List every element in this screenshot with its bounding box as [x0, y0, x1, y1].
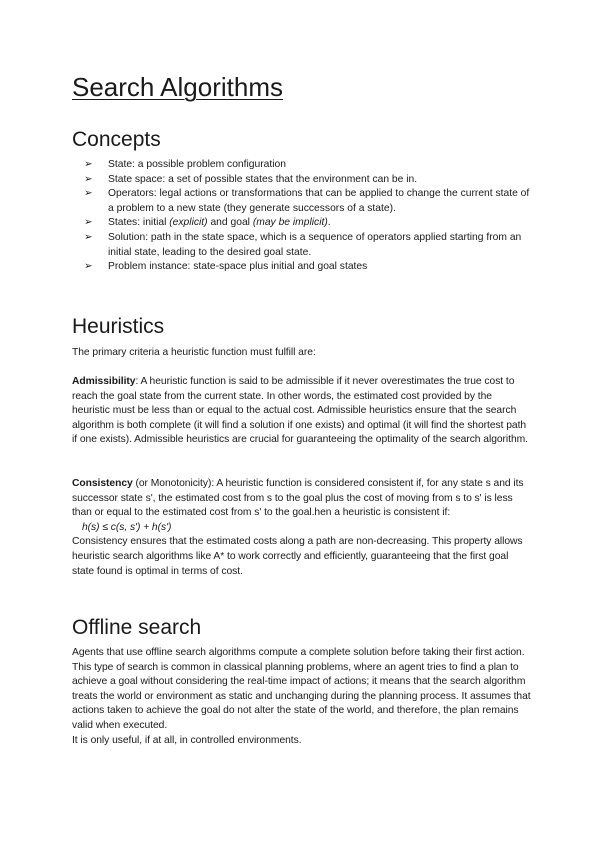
- arrow-bullet-icon: ➢: [84, 261, 93, 273]
- page-title: Search Algorithms: [72, 72, 283, 102]
- list-item: ➢ States: initial (explicit) and goal (may be implicit).: [84, 216, 534, 231]
- list-item: ➢ State: a possible problem configuration: [84, 158, 534, 173]
- consistency-term: Consistency: [72, 478, 133, 489]
- arrow-bullet-icon: ➢: [84, 188, 93, 200]
- arrow-bullet-icon: ➢: [84, 173, 93, 185]
- list-item: ➢ State space: a set of possible states that the environment can be in.: [84, 173, 534, 188]
- list-item: ➢ Operators: legal actions or transformations that can be applied to change the current state of a problem to a new state (they generate successors of a state).: [84, 188, 530, 214]
- heuristics-intro: The primary criteria a heuristic function must fulfill are:: [72, 347, 316, 358]
- admissibility-paragraph: Admissibility: A heuristic function is said to be admissible if it never overestimates the true cost to reach the goal state from the current state. In other words, the estimated cost provided by the heuristic must be less than or equal to the actual cost. Admissible heuristics ensure that the search algorithm is both complete (it will find a solution if one exists) and optimal (it will find the shortest path if one exists). Admissible heuristics are crucial for guaranteeing the optimality of the search algorithm.: [72, 376, 528, 446]
- admissibility-term: Admissibility: [72, 376, 136, 387]
- arrow-bullet-icon: ➢: [84, 217, 93, 229]
- consistency-paragraph: Consistency (or Monotonicity): A heuristic function is considered consistent if, for any state s and its successor state s', the estimated cost from s to the goal plus the cost of moving from s to s' is less than or equal to the estimated cost from s' to the goal.hen a heuristic is consistent if: h(s) ≤ c(s, s') + h(s') Consistency ensures that the estimated costs along a path are non-decreasing. This property allows heuristic search algorithms like A* to work correctly and efficiently, guaranteeing that the first goal state found is optimal in terms of cost.: [72, 477, 532, 579]
- list-item: ➢ Problem instance: state-space plus initial and goal states: [84, 260, 534, 275]
- heuristics-heading: Heuristics: [72, 315, 165, 338]
- arrow-bullet-icon: ➢: [84, 231, 93, 243]
- list-item: ➢ Solution: path in the state space, which is a sequence of operators applied starting from an initial state, leading to the desired goal state.: [84, 231, 522, 258]
- offline-search-paragraph: Agents that use offline search algorithms compute a complete solution before taking their first action. This type of search is common in classical planning problems, where an agent tries to find a plan to achieve a goal without considering the real-time impact of actions; it means that the search algorithm treats the world or environment as static and unchanging during the planning process. It assumes that actions taken to achieve the goal do not alter the state of the world, and therefore, the plan remains valid when executed. It is only useful, if at all, in controlled environments.: [72, 646, 532, 748]
- offline-search-heading: Offline search: [72, 616, 202, 639]
- concepts-heading: Concepts: [72, 128, 161, 151]
- consistency-explanation: Consistency ensures that the estimated costs along a path are non-decreasing. This property allows heuristic search algorithms like A* to work correctly and efficiently, guaranteeing that the first goal state found is optimal in terms of cost.: [72, 536, 523, 577]
- offline-search-last-line: It is only useful, if at all, in controlled environments.: [72, 734, 302, 746]
- consistency-formula: h(s) ≤ c(s, s') + h(s'): [82, 521, 172, 533]
- arrow-bullet-icon: ➢: [84, 159, 93, 170]
- concepts-list: [84, 158, 534, 275]
